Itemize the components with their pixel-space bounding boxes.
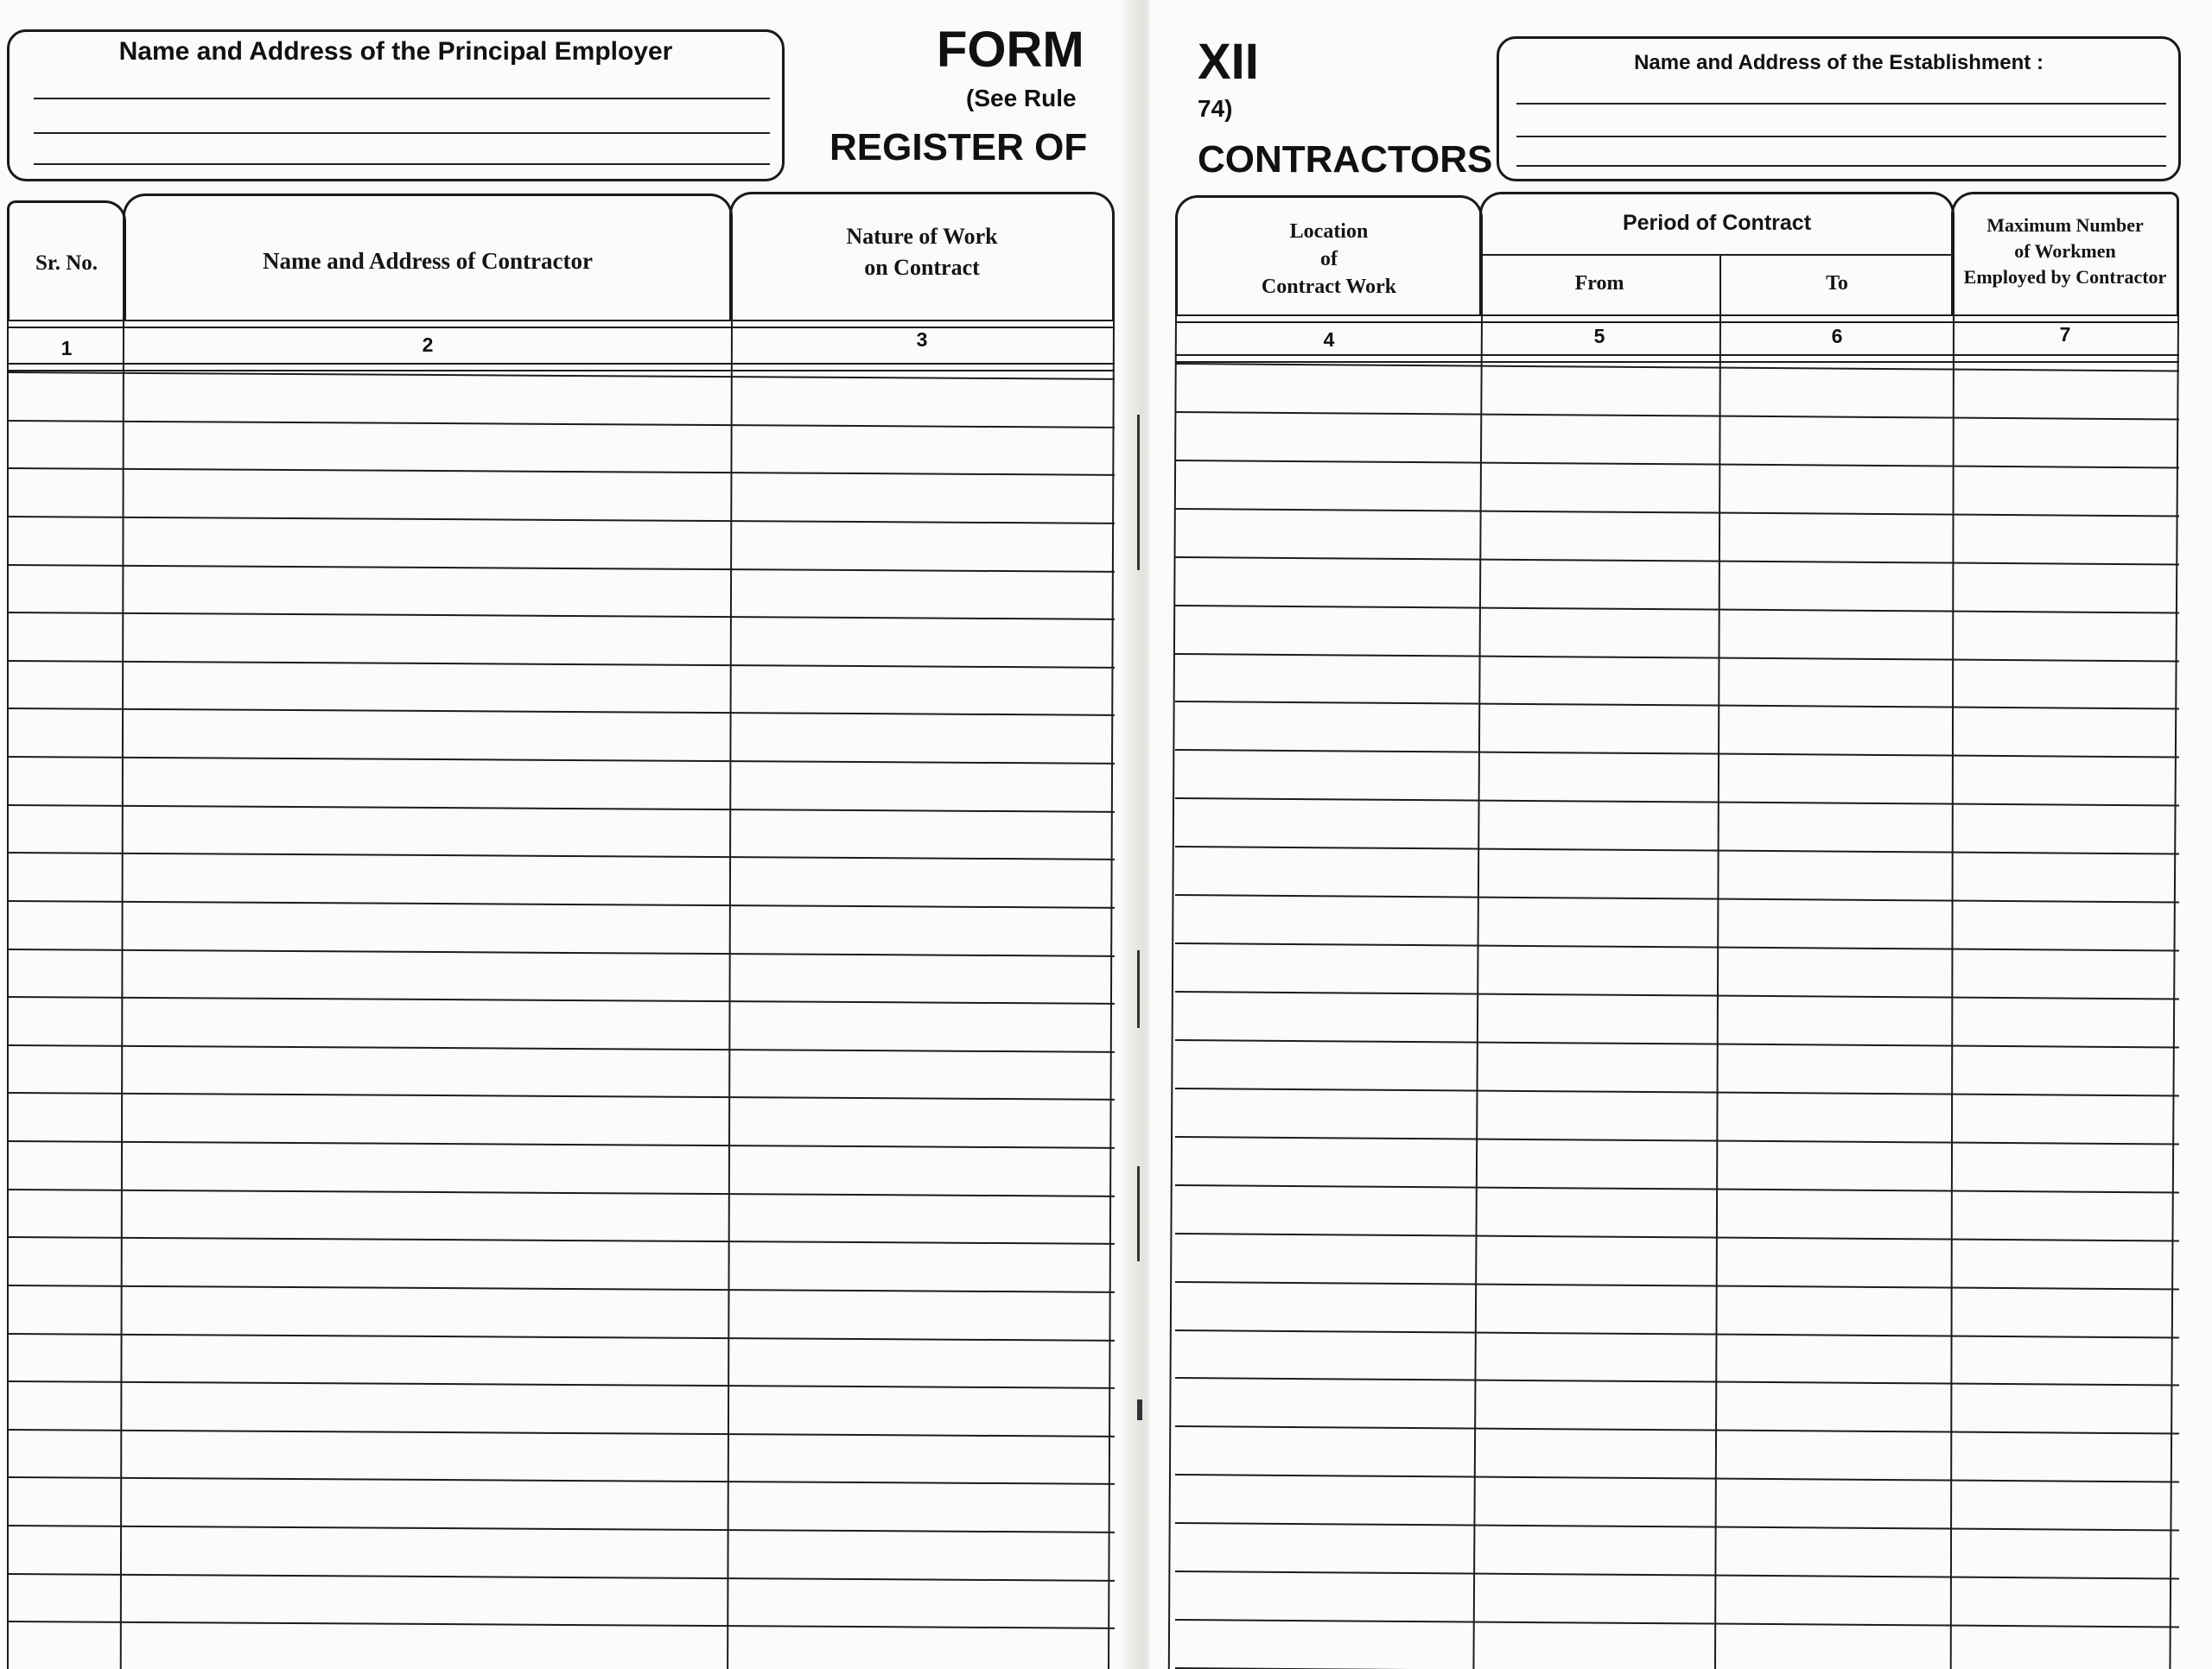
table-row-line — [1175, 1474, 2179, 1483]
table-row-line — [7, 420, 1115, 428]
column-number-4: 4 — [1323, 328, 1335, 351]
table-row-line — [7, 1044, 1115, 1053]
table-row-line — [7, 612, 1115, 620]
write-line — [34, 163, 770, 165]
table-row-line — [7, 852, 1115, 860]
table-row-line — [1175, 460, 2179, 469]
table-row-line — [7, 708, 1115, 716]
header-max-workmen-line1: Maximum Number — [1986, 214, 2144, 236]
header-rule — [1175, 354, 2179, 356]
column-number-6: 6 — [1831, 325, 1843, 347]
table-row-line — [7, 1525, 1115, 1533]
form-title-right: XII — [1198, 34, 1259, 90]
table-row-line — [1175, 701, 2179, 710]
form-title-left: FORM — [937, 22, 1084, 78]
table-row-line — [7, 900, 1115, 909]
register-title-left: REGISTER OF — [830, 126, 1088, 168]
table-row-line — [7, 1333, 1115, 1342]
table-row-line — [1175, 556, 2179, 566]
column-number-2: 2 — [422, 333, 434, 356]
header-location-line3: Contract Work — [1261, 276, 1397, 298]
write-line — [34, 98, 770, 99]
right-page — [1149, 0, 2212, 1669]
header-sr-no: Sr. No. — [35, 251, 98, 275]
table-row-line — [7, 1189, 1115, 1197]
table-row-line — [1175, 749, 2179, 758]
table-row-line — [1175, 942, 2179, 952]
column-divider — [1714, 316, 1721, 1669]
header-rule — [1175, 361, 2179, 363]
column-divider — [1950, 316, 1955, 1669]
column-number-3: 3 — [916, 328, 928, 351]
table-row-line — [1175, 1522, 2179, 1532]
header-rule — [7, 370, 1115, 371]
binding-mark — [1137, 1166, 1140, 1261]
header-rule — [7, 363, 1115, 365]
table-row-line — [7, 516, 1115, 524]
establishment-box — [1497, 36, 2181, 181]
column-divider — [7, 321, 9, 1669]
principal-employer-box — [7, 29, 785, 181]
header-nature-work-line2: on Contract — [864, 255, 980, 280]
table-row-line — [7, 996, 1115, 1005]
header-to: To — [1826, 272, 1848, 295]
column-divider — [2169, 316, 2179, 1669]
header-max-workmen-line3: Employed by Contractor — [1963, 266, 2167, 288]
table-row-line — [7, 1380, 1115, 1389]
write-line — [1516, 103, 2166, 105]
table-row-line — [1175, 653, 2179, 663]
table-row-line — [1175, 991, 2179, 1000]
rule-reference-right: 74) — [1198, 95, 1233, 122]
table-row-line — [7, 1140, 1115, 1149]
establishment-label: Name and Address of the Establishment : — [1634, 51, 2044, 74]
table-row-line — [1175, 1136, 2179, 1145]
table-row-line — [7, 1236, 1115, 1245]
table-row-line — [1175, 1571, 2179, 1580]
table-row-line — [1175, 411, 2179, 421]
table-row-line — [7, 467, 1115, 476]
table-row-line — [7, 1621, 1115, 1629]
table-row-line — [7, 660, 1115, 669]
column-number-5: 5 — [1593, 325, 1605, 347]
table-row-line — [1175, 1377, 2179, 1387]
rule-reference-left: (See Rule — [966, 85, 1077, 111]
binding-mark — [1137, 415, 1140, 570]
table-row-line — [7, 1476, 1115, 1485]
write-line — [1516, 165, 2166, 167]
table-row-line — [7, 756, 1115, 765]
table-row-line — [1175, 846, 2179, 855]
table-row-line — [7, 564, 1115, 573]
header-max-workmen-line2: of Workmen — [2014, 240, 2116, 262]
table-row-line — [7, 949, 1115, 957]
table-row-line — [1175, 797, 2179, 807]
header-rule — [7, 320, 1115, 321]
table-row-line — [1175, 1425, 2179, 1435]
table-row-line — [1175, 894, 2179, 904]
table-row-line — [7, 1573, 1115, 1582]
table-row-line — [1175, 1233, 2179, 1242]
period-subheader-rule — [1479, 254, 1955, 256]
register-title-right: CONTRACTORS — [1198, 138, 1493, 181]
table-row-line — [7, 1429, 1115, 1437]
column-divider — [727, 321, 733, 1669]
header-contractor: Name and Address of Contractor — [263, 248, 593, 274]
table-row-line — [1175, 605, 2179, 614]
column-number-7: 7 — [2059, 323, 2071, 346]
table-row-line — [1175, 1619, 2179, 1628]
write-line — [34, 132, 770, 134]
table-row-line — [1175, 508, 2179, 517]
binding-mark — [1137, 950, 1140, 1028]
table-row-line — [1175, 1281, 2179, 1291]
table-row-line — [1175, 1088, 2179, 1097]
table-row-line — [1175, 1184, 2179, 1194]
binding-mark — [1137, 1399, 1142, 1420]
column-divider — [120, 321, 124, 1669]
header-period-of-contract: Period of Contract — [1622, 211, 1812, 235]
table-row-line — [7, 804, 1115, 813]
table-row-line — [1175, 363, 2179, 372]
column-number-1: 1 — [60, 337, 73, 359]
write-line — [1516, 136, 2166, 137]
header-from: From — [1574, 272, 1624, 295]
header-location-line2: of — [1320, 248, 1338, 270]
table-row-line — [1175, 1329, 2179, 1339]
table-row-line — [7, 371, 1115, 380]
table-row-line — [7, 1092, 1115, 1101]
header-rule — [1175, 314, 2179, 316]
table-row-line — [7, 1285, 1115, 1293]
header-location-line1: Location — [1289, 220, 1369, 243]
header-nature-work-line1: Nature of Work — [846, 224, 998, 249]
principal-employer-label: Name and Address of the Principal Employer — [118, 37, 673, 66]
table-row-line — [1175, 1039, 2179, 1049]
